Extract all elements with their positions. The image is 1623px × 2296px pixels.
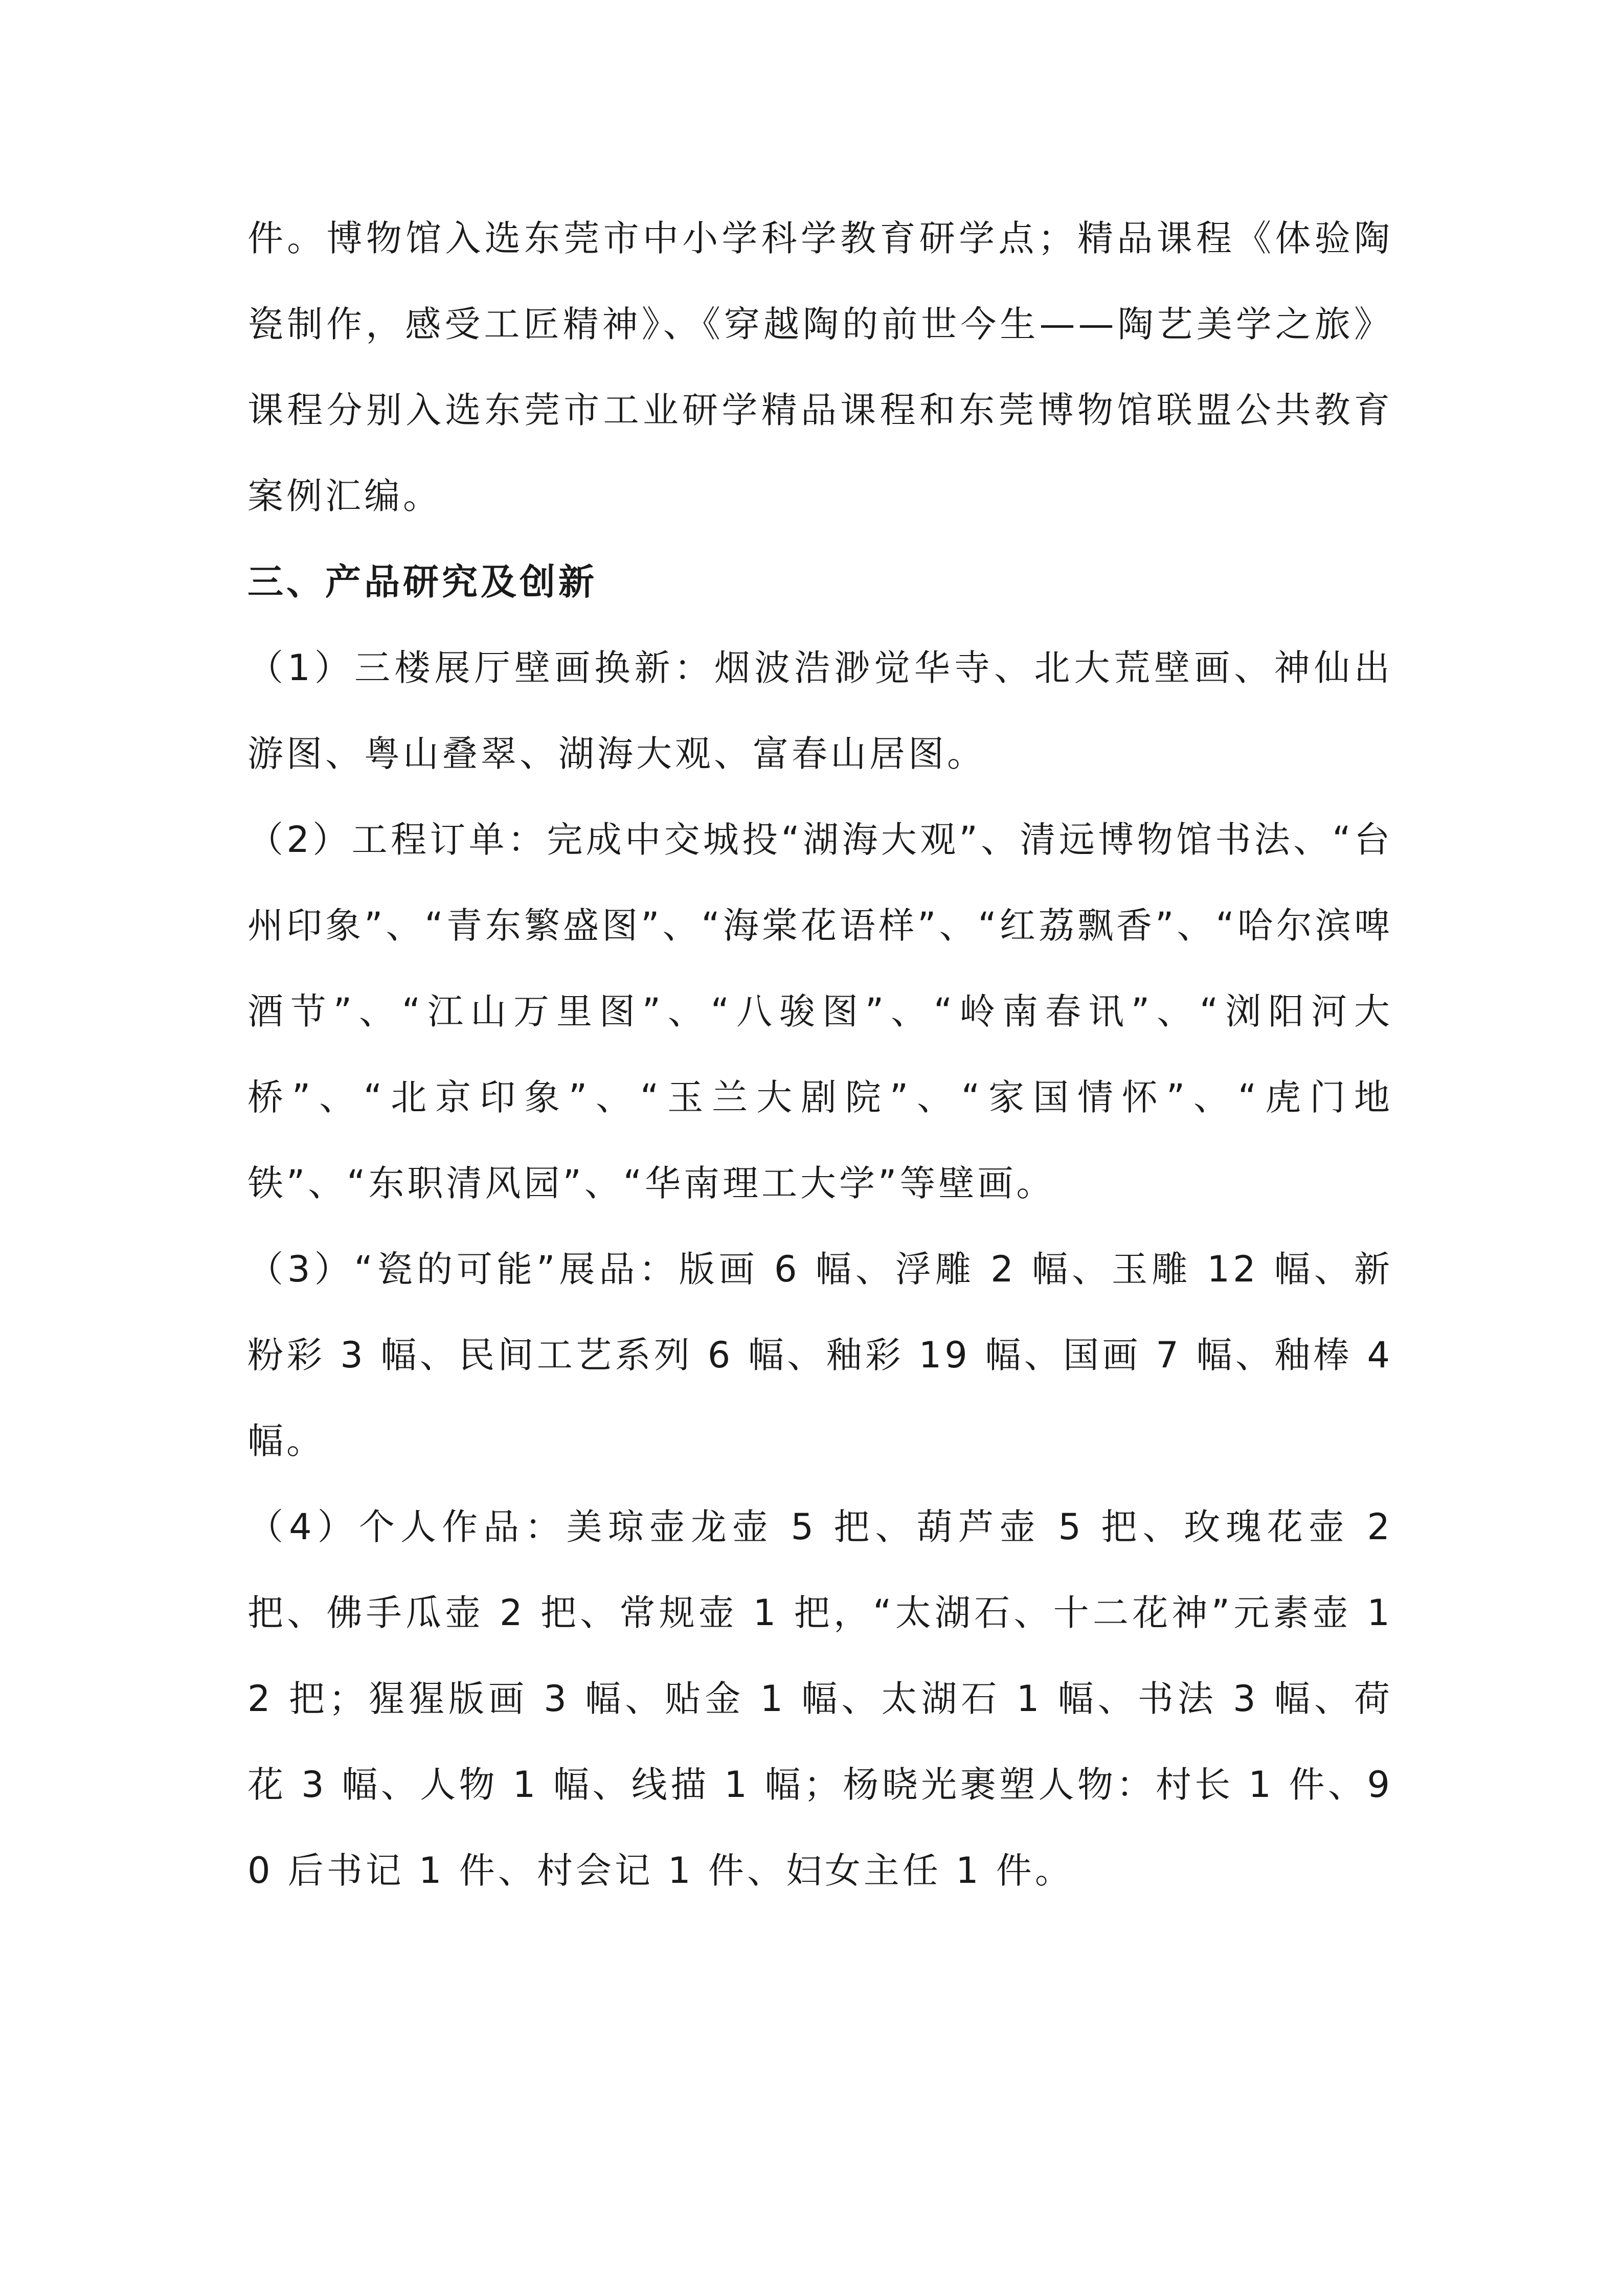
item-1-mural-renewal: （1）三楼展厅壁画换新：烟波浩渺觉华寺、北大荒壁画、神仙出游图、粤山叠翠、湖海大观、富春山居图。 [247, 647, 1393, 775]
item-4-personal-works: （4）个人作品：美琼壶龙壶 5 把、葫芦壶 5 把、玫瑰花壶 2 把、佛手瓜壶 2 把、常规壶 1 把，“太湖石、十二花神”元素壶 12 把；猩猩版画 3 幅、贴金 1 幅、太湖石 1 幅、书法 3 幅、荷花 3 幅、人物 1 幅、线描 1 幅；杨晓光裹塑人物：村长 1 件、90 后书记 1 件、村会记 1 件、妇女主任 1 件。 [247, 1506, 1393, 1892]
item-3-exhibits: （3）“瓷的可能”展品：版画 6 幅、浮雕 2 幅、玉雕 12 幅、新粉彩 3 幅、民间工艺系列 6 幅、釉彩 19 幅、国画 7 幅、釉棒 4 幅。 [247, 1248, 1393, 1462]
section-heading-product-research: 三、产品研究及创新 [247, 561, 597, 603]
body-paragraph-continuation: 件。博物馆入选东莞市中小学科学教育研学点；精品课程《体验陶瓷制作，感受工匠精神》、《穿越陶的前世今生——陶艺美学之旅》课程分别入选东莞市工业研学精品课程和东莞博物馆联盟公共教育案例汇编。 [247, 217, 1393, 517]
document-body [247, 195, 1393, 1914]
item-2-project-orders: （2）工程订单：完成中交城投“湖海大观”、清远博物馆书法、“台州印象”、“青东繁盛图”、“海棠花语样”、“红荔飘香”、“哈尔滨啤酒节”、“江山万里图”、“八骏图”、“岭南春讯”、“浏阳河大桥”、“北京印象”、“玉兰大剧院”、“家国情怀”、“虎门地铁”、“东职清风园”、“华南理工大学”等壁画。 [247, 819, 1393, 1204]
